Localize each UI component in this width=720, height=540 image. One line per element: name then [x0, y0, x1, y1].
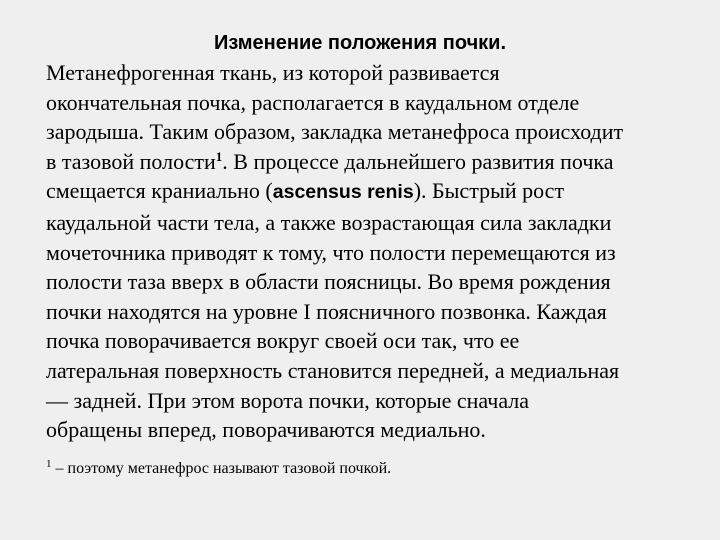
text-line: почка поворачивается вокруг своей оси так, что ее	[46, 328, 520, 354]
latin-term: ascensus renis	[272, 181, 414, 204]
text-line: зародыша. Таким образом, закладка метанефроса происходит	[46, 119, 624, 145]
footnote-text: – поэтому метанефрос называют тазовой почкой.	[51, 460, 392, 477]
text-line: — задней. При этом ворота почки, которые сначала	[46, 387, 530, 413]
text-fragment: в тазовой полости	[46, 148, 216, 174]
text-fragment: . В процессе дальнейшего развития почка	[222, 148, 614, 174]
text-line: латеральная поверхность становится передней, а медиальная	[46, 357, 620, 383]
text-line: полости таза вверх в области поясницы. Во время рождения	[46, 269, 611, 295]
text-fragment: ). Быстрый рост	[413, 178, 565, 204]
body-paragraph	[46, 58, 706, 445]
text-line: почки находятся на уровне I поясничного позвонка. Каждая	[46, 298, 607, 324]
text-line: обращены вперед, поворачиваются медиально.	[46, 417, 486, 443]
text-line: мочеточника приводят к тому, что полости перемещаются из	[46, 239, 616, 265]
text-line: Метанефрогенная ткань, из которой развивается	[46, 60, 500, 85]
footnote	[46, 458, 706, 480]
text-line	[46, 147, 706, 177]
footnote-marker: 1	[46, 458, 52, 470]
text-line: окончательная почка, располагается в каудальном отделе	[46, 89, 580, 115]
footnote-reference: 1	[215, 148, 223, 164]
slide-title: Изменение положения почки.	[213, 32, 507, 54]
text-line	[46, 176, 706, 208]
text-fragment: смещается краниально (	[46, 178, 273, 204]
text-line: каудальной части тела, а также возрастающая сила закладки	[46, 209, 612, 235]
